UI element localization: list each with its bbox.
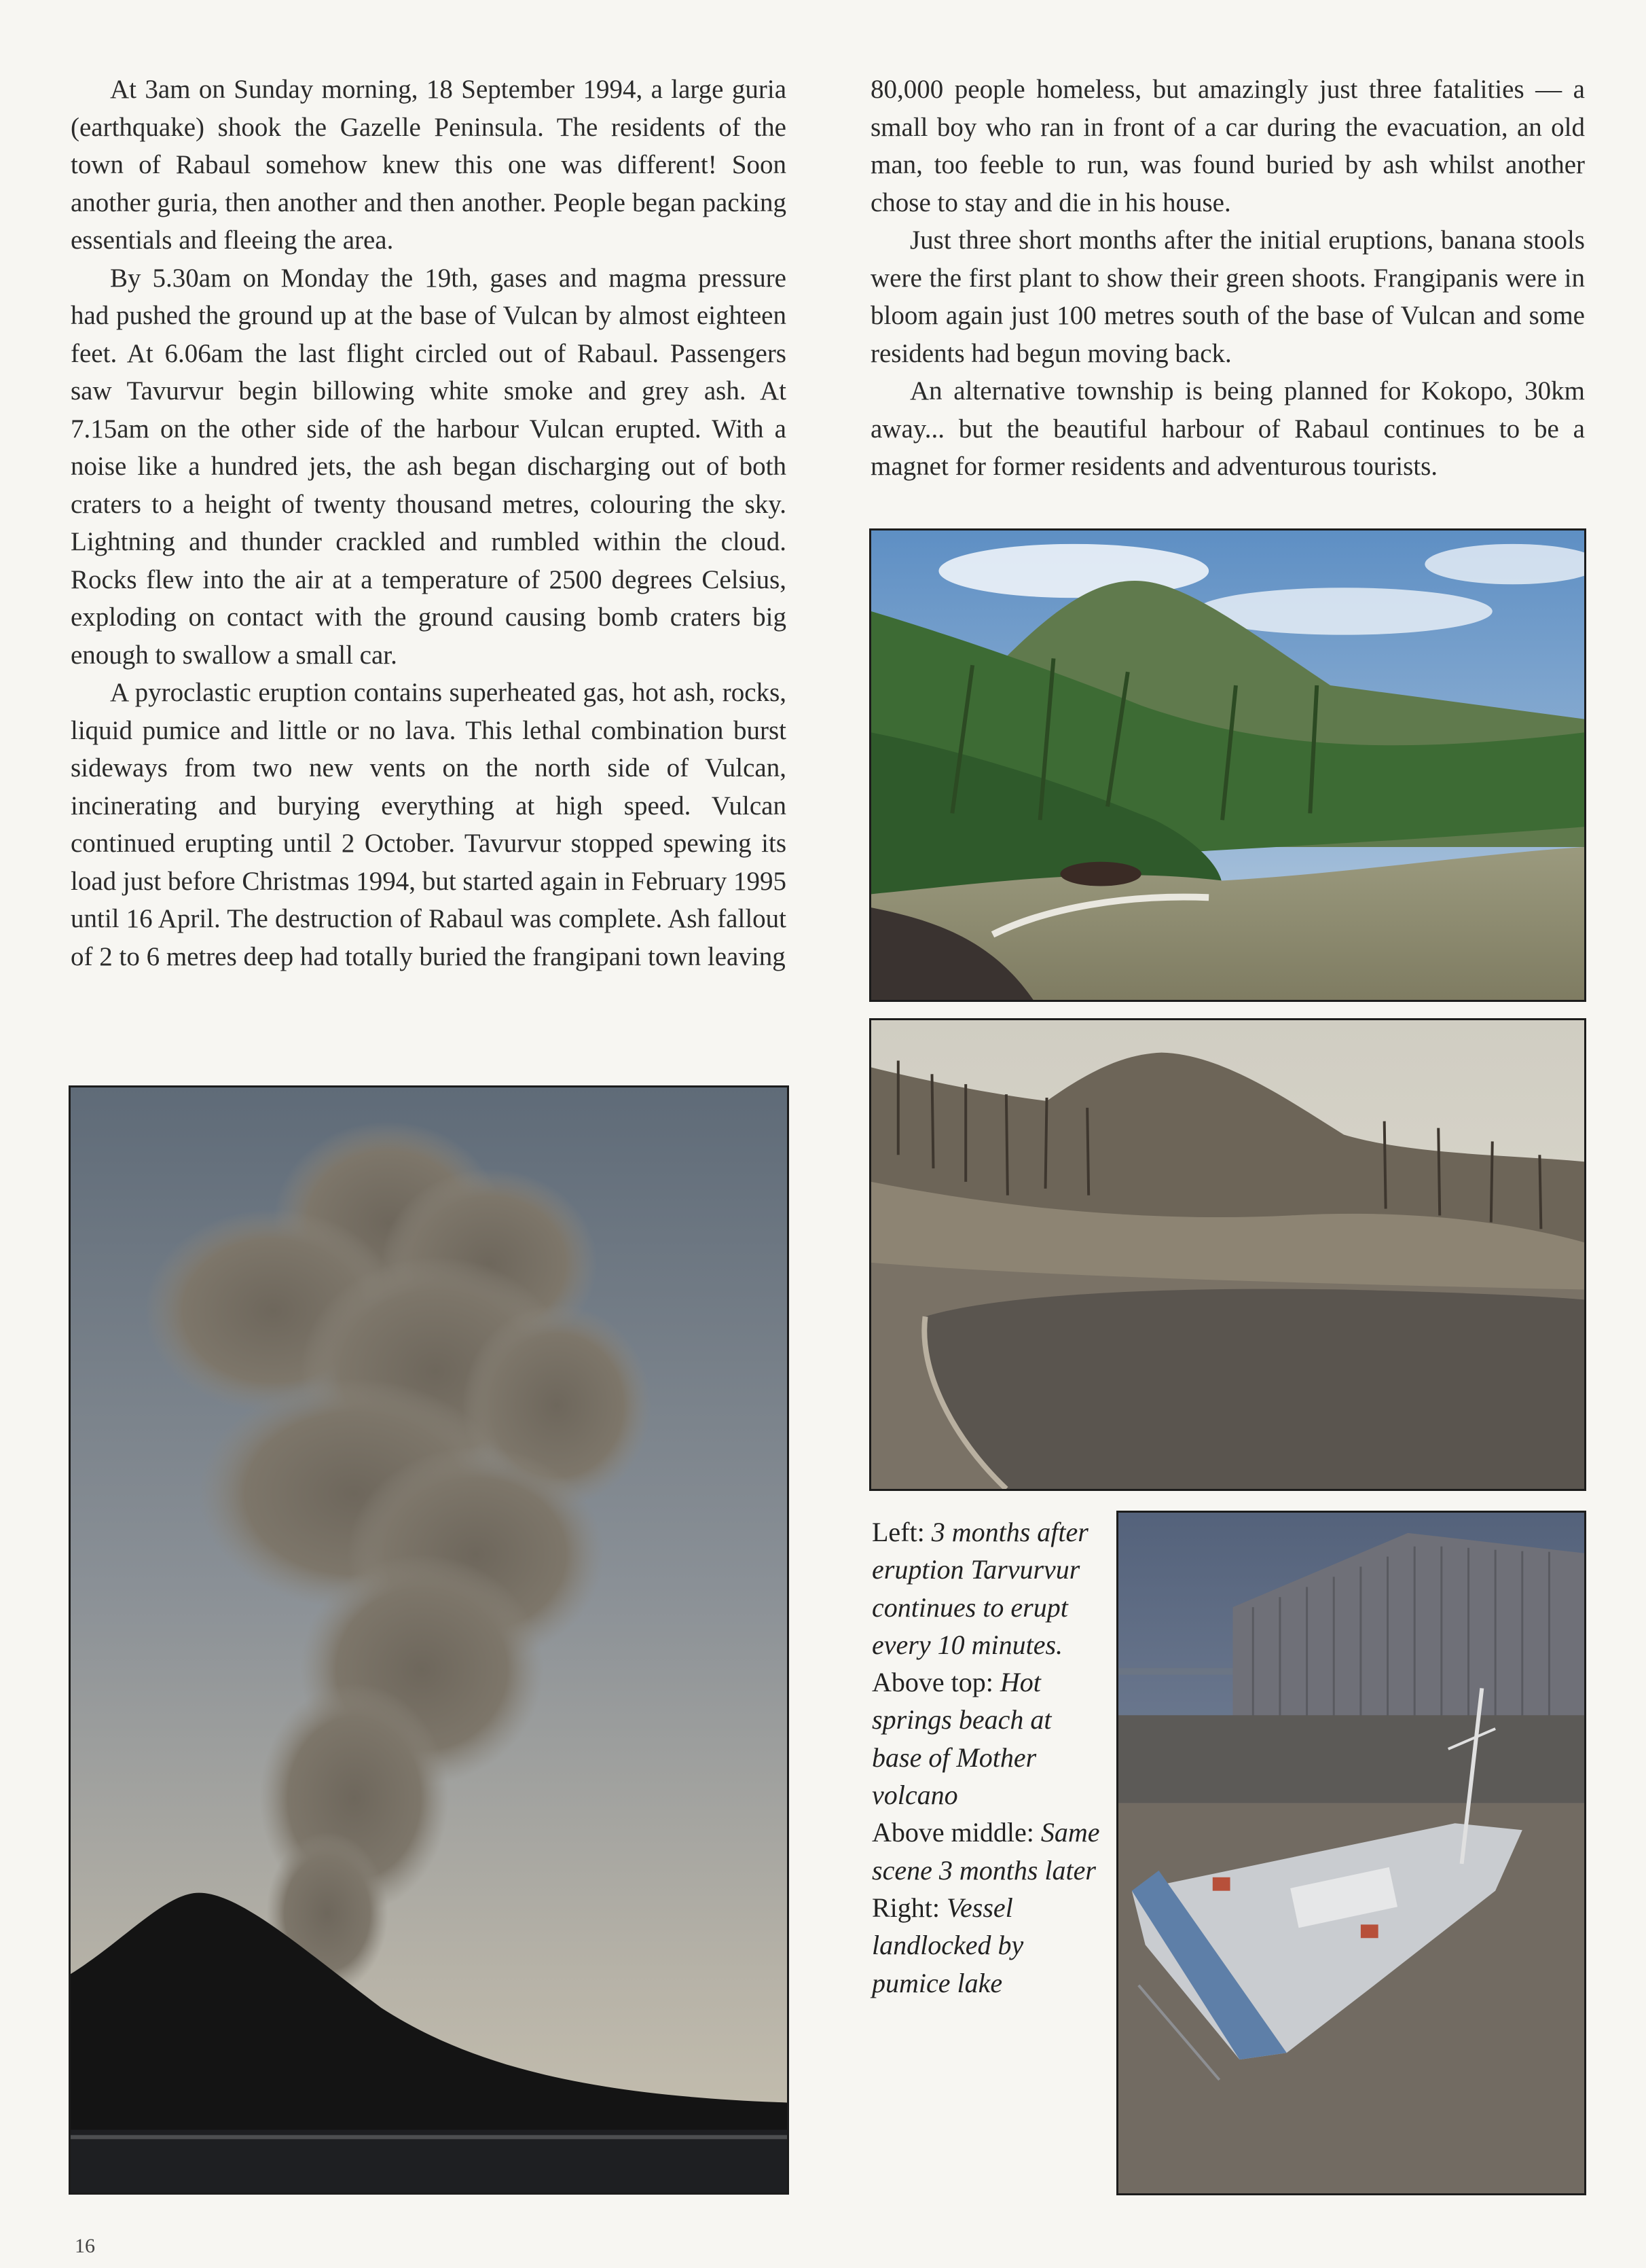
caption-item [872, 1814, 1103, 1889]
caption-label: Above top: [872, 1667, 993, 1698]
hot-springs-beach-photo [869, 528, 1586, 1002]
caption-item [872, 1663, 1103, 1814]
eruption-photo [69, 1085, 789, 2195]
caption-item [872, 1889, 1103, 2002]
caption-text: 3 months after eruption Tarvurvur continues to erupt every 10 minutes. [872, 1517, 1089, 1660]
caption-text: Hot springs beach at base of Mother volcano [872, 1667, 1052, 1811]
caption-label: Left: [872, 1517, 925, 1547]
caption-label: Above middle: [872, 1817, 1034, 1848]
ash-covered-beach-photo [869, 1018, 1586, 1491]
caption-item [872, 1513, 1103, 1663]
page-number: 16 [75, 2235, 95, 2257]
article-right-column [871, 71, 1585, 486]
caption-label: Right: [872, 1892, 940, 1923]
paragraph: By 5.30am on Monday the 19th, gases and magma pressure had pushed the ground up at the base of Vulcan by almost eighteen feet. At 6.06am the last flight circled out of Rabaul. Passengers saw Tavurvur begin billowing white smoke and grey ash. At 7.15am on the other side of the harbour Vulcan erupted. With a noise like a hundred jets, the ash began discharging out of both craters to a height of twenty thousand metres, colouring the sky. Lightning and thunder crackled and rumbled within the cloud. Rocks flew into the air at a temperature of 2500 degrees Celsius, exploding on contact with the ground causing bomb craters big enough to swallow a small car. [71, 263, 786, 670]
caption-text: Same scene 3 months later [872, 1817, 1100, 1886]
paragraph: An alternative township is being planned for Kokopo, 30km away... but the beautiful harbour of Rabaul continues to be a magnet for former residents and adventurous tourists. [871, 376, 1585, 481]
landlocked-vessel-photo [1116, 1511, 1586, 2195]
paragraph: A pyroclastic eruption contains superheated gas, hot ash, rocks, liquid pumice and little or no lava. This lethal combination burst sideways from two new vents on the north side of Vulcan, incinerating and burying everything at high speed. Vulcan continued erupting until 2 October. Tavurvur stopped spewing its load just before Christmas 1994, but started again in February 1995 until 16 April. The destruction of Rabaul was complete. Ash fallout of 2 to 6 metres deep had totally buried the frangipani town leaving [71, 678, 786, 971]
paragraph: Just three short months after the initial eruptions, banana stools were the first plant to show their green shoots. Frangipanis were in bloom again just 100 metres south of the base of Vulcan and some residents had begun moving back. [871, 226, 1585, 368]
article-left-column [71, 71, 786, 975]
paragraph: 80,000 people homeless, but amazingly just three fatalities — a small boy who ran in front of a car during the evacuation, an old man, too feeble to run, was found buried by ash whilst another chose to stay and die in his house. [871, 75, 1585, 217]
paragraph: At 3am on Sunday morning, 18 September 1994, a large guria (earthquake) shook the Gazelle Peninsula. The residents of the town of Rabaul somehow knew this one was different! Soon another guria, then another and then another. People began packing essentials and fleeing the area. [71, 75, 786, 255]
photo-captions [872, 1513, 1103, 2002]
caption-text: Vessel landlocked by pumice lake [872, 1892, 1024, 1998]
